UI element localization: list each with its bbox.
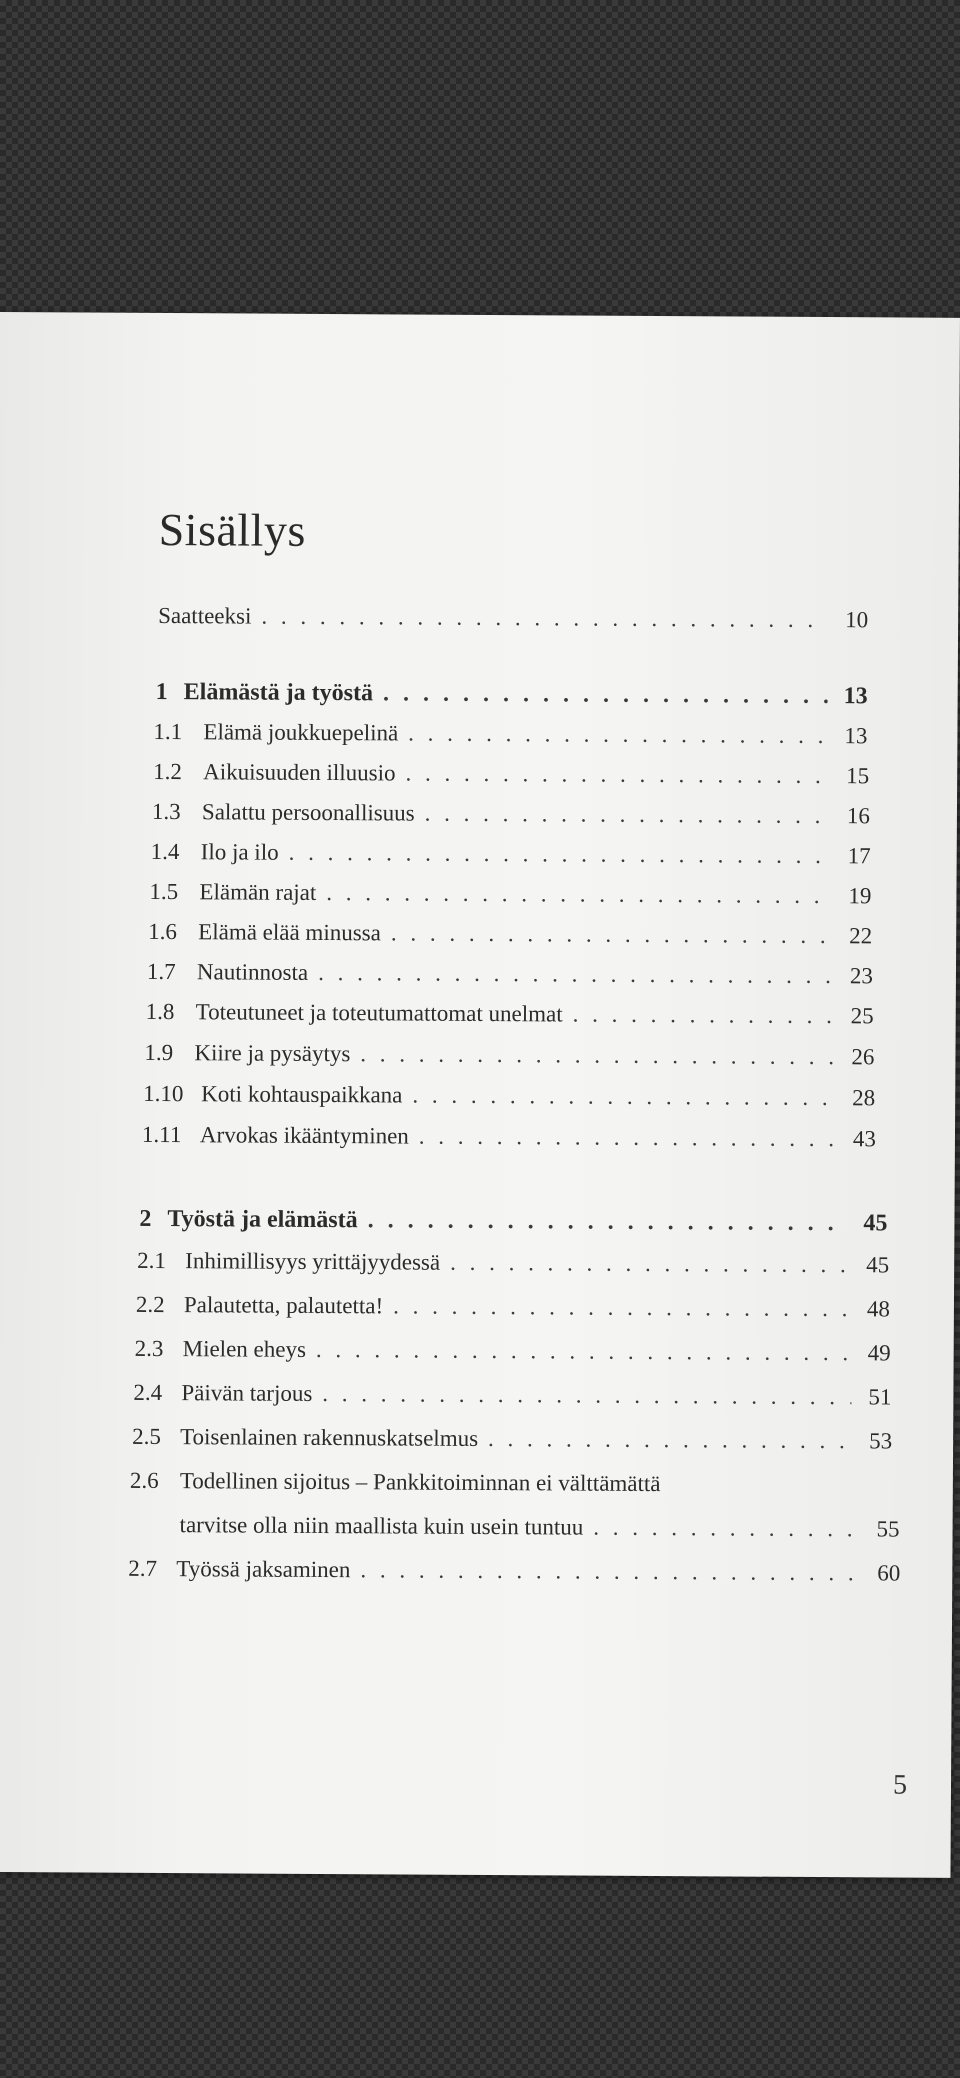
leader-dots	[405, 760, 829, 789]
toc-entry-page: 17	[847, 843, 871, 869]
toc-title: Sisällys	[158, 503, 306, 556]
toc-entry-page: 55	[876, 1516, 900, 1542]
toc-entry-label: Elämä elää minussa	[198, 919, 381, 946]
leader-dots	[368, 1207, 848, 1237]
toc-entry-page: 48	[866, 1296, 891, 1322]
toc-entry	[152, 799, 870, 829]
leader-dots	[450, 1250, 849, 1278]
toc-entry	[137, 1248, 889, 1279]
toc-entry-number: 2.1	[137, 1247, 167, 1274]
leader-dots	[573, 1002, 834, 1030]
toc-chapter-page: 13	[843, 683, 868, 710]
toc-entry-number: 1.1	[153, 718, 183, 745]
toc-entry-number: 2.2	[135, 1291, 165, 1318]
toc-entry-number: 1.6	[148, 918, 178, 945]
leader-dots	[408, 721, 827, 750]
toc-entry-page: 45	[866, 1252, 890, 1278]
leader-dots	[419, 1124, 836, 1153]
leader-dots	[318, 960, 833, 989]
toc-entry-number: 1.8	[145, 998, 175, 1025]
toc-entry-page: 51	[868, 1384, 892, 1410]
book-page	[0, 312, 960, 1878]
toc-entry	[149, 879, 871, 909]
toc-entry-page: 10	[845, 607, 869, 633]
toc-entry-label: Mielen eheys	[182, 1336, 307, 1362]
leader-dots	[322, 1381, 851, 1410]
toc-entry	[128, 1556, 900, 1587]
toc-entry-page: 26	[851, 1044, 875, 1070]
toc-entry-page: 15	[846, 763, 870, 789]
toc-chapter-label: Työstä ja elämästä	[167, 1206, 358, 1234]
leader-dots	[383, 680, 828, 710]
toc-entry-page: 60	[877, 1560, 901, 1586]
toc-entry-label: Koti kohtauspaikkana	[201, 1081, 403, 1108]
toc-entry	[143, 1081, 875, 1111]
toc-entry-intro	[158, 603, 868, 633]
leader-dots	[412, 1083, 835, 1112]
toc-entry-number: 1.11	[141, 1121, 182, 1148]
toc-entry-label: Kiire ja pysäytys	[194, 1040, 351, 1067]
toc-entry-multiline	[130, 1468, 661, 1497]
toc-entry-label: Työssä jaksaminen	[176, 1556, 351, 1583]
toc-entry-number: 2.7	[128, 1555, 158, 1581]
toc-entry-number: 1.2	[153, 758, 183, 785]
toc-entry-continuation	[180, 1512, 900, 1542]
toc-entry-label: Arvokas ikääntyminen	[199, 1122, 409, 1149]
toc-entry	[153, 759, 869, 789]
toc-entry-page: 19	[848, 883, 872, 909]
toc-entry-page: 25	[850, 1003, 874, 1029]
toc-chapter-1	[156, 679, 868, 710]
toc-chapter-number: 2	[139, 1205, 152, 1232]
toc-entry	[144, 1040, 874, 1070]
toc-entry	[153, 719, 867, 749]
leader-dots	[393, 1293, 850, 1322]
toc-entry	[135, 1336, 891, 1367]
toc-entry	[136, 1292, 890, 1323]
leader-dots	[316, 1337, 851, 1366]
toc-entry-label: Nautinnosta	[196, 959, 309, 985]
page-number: 5	[892, 1769, 908, 1801]
toc-entry-page: 43	[852, 1126, 877, 1152]
toc-entry-label: Salattu persoonallisuus	[201, 799, 415, 826]
toc-chapter-label: Elämästä ja työstä	[183, 679, 374, 707]
toc-entry	[142, 1122, 876, 1152]
toc-entry-page: 23	[849, 963, 874, 989]
toc-entry-label: Toisenlainen rakennuskatselmus	[180, 1424, 479, 1451]
toc-entry-label: Päivän tarjous	[181, 1380, 313, 1406]
toc-entry	[132, 1424, 892, 1455]
leader-dots	[425, 801, 830, 829]
toc-chapter-number: 1	[155, 678, 168, 706]
toc-entry-number: 1.5	[149, 878, 179, 905]
toc-entry-label: Todellinen sijoitus – Pankkitoiminnan ei välttämättä	[179, 1468, 661, 1497]
toc-entry-label: Elämä joukkuepelinä	[203, 719, 399, 746]
toc-entry-page: 49	[867, 1340, 891, 1366]
toc-entry-number: 2.4	[133, 1379, 163, 1406]
leader-dots	[360, 1557, 860, 1586]
toc-entry-label: Palautetta, palautetta!	[183, 1292, 384, 1319]
toc-entry-page: 22	[849, 923, 873, 949]
toc-entry-number: 2.3	[134, 1335, 164, 1362]
toc-entry-page: 13	[844, 723, 868, 749]
toc-chapter-2	[139, 1206, 887, 1238]
toc-entry-label-continuation: tarvitse olla niin maallista kuin usein tuntuu	[179, 1512, 584, 1540]
leader-dots	[261, 604, 828, 633]
toc-entry-number: 1.3	[151, 798, 181, 825]
toc-entry-page: 16	[846, 803, 871, 829]
leader-dots	[289, 840, 831, 869]
toc-entry-number: 1.9	[144, 1039, 174, 1066]
leader-dots	[326, 880, 831, 909]
toc-entry-number: 2.6	[129, 1467, 159, 1493]
leader-dots	[360, 1041, 834, 1070]
toc-chapter-page: 45	[863, 1210, 888, 1237]
toc-entry-page: 53	[869, 1428, 893, 1454]
toc-entry-number: 2.5	[132, 1423, 161, 1450]
toc-entry-number: 1.10	[143, 1080, 184, 1107]
toc-entry-number: 1.4	[150, 838, 180, 865]
toc-entry-number: 1.7	[146, 958, 176, 985]
toc-entry	[147, 959, 873, 989]
toc-entry-label: Inhimillisyys yrittäjyydessä	[185, 1248, 441, 1275]
toc-entry-label: Elämän rajat	[199, 879, 317, 905]
leader-dots	[391, 920, 832, 949]
toc-entry	[146, 999, 874, 1029]
toc-entry-label: Aikuisuuden illuusio	[203, 759, 396, 786]
toc-entry-label: Ilo ja ilo	[200, 839, 279, 865]
leader-dots	[488, 1426, 852, 1454]
toc-entry	[148, 919, 872, 949]
toc-entry	[133, 1380, 891, 1411]
leader-dots	[593, 1515, 859, 1543]
toc-entry-label: Toteutuneet ja toteutumattomat unelmat	[195, 999, 563, 1027]
toc-entry-page: 28	[852, 1085, 876, 1111]
toc-entry-label: Saatteeksi	[158, 602, 252, 629]
toc-entry	[151, 839, 871, 869]
